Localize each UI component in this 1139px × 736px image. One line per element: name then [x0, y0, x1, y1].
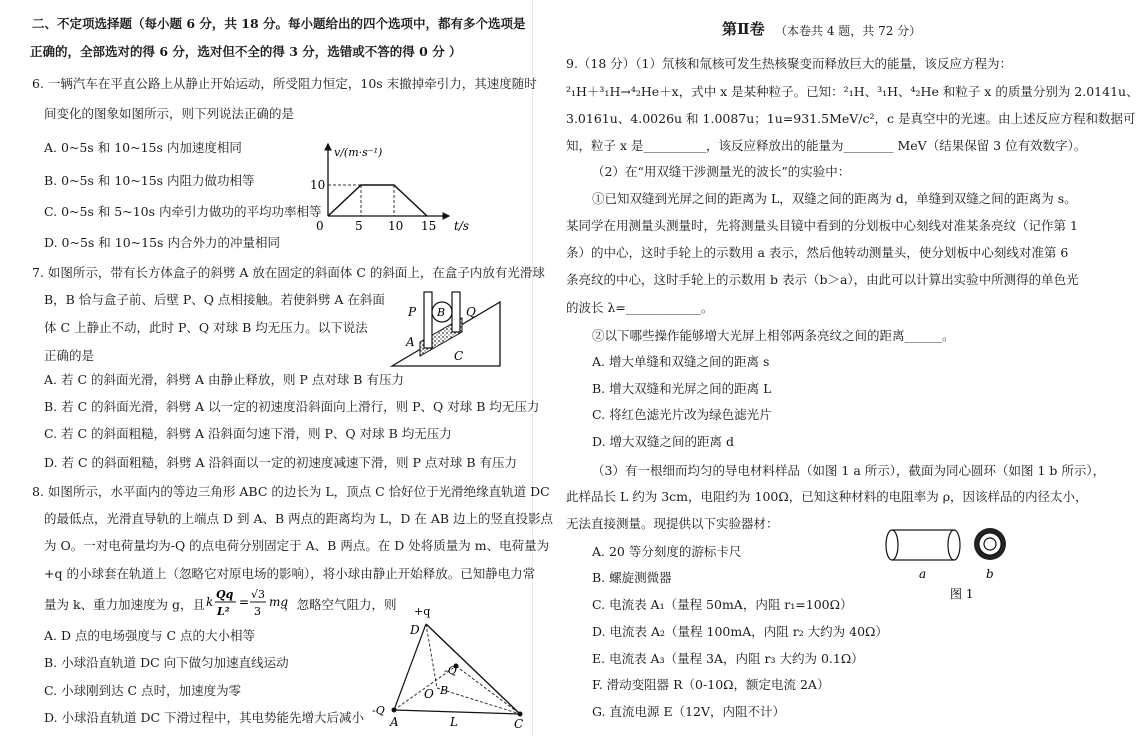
graph-x-tick-5: 5 [355, 219, 363, 233]
label-c: C [514, 717, 524, 731]
q9-line-7: 某同学在用测量头测量时，先将测量头目镜中看到的分划板中心刻线对准某条亮纹（记作第 1 [566, 218, 1078, 233]
label-o: O [424, 687, 434, 701]
svg-text:mg: mg [269, 595, 289, 609]
q8-option-d: D. 小球沿直轨道 DC 下滑过程中，其电势能先增大后减小 [44, 710, 365, 725]
q9-option-a: A. 增大单缝和双缝之间的距离 s [592, 354, 770, 369]
section-2-heading-cont: 正确的，全部选对的得 6 分，选对但不全的得 3 分，选错或不答的得 0 分 ） [30, 44, 462, 59]
graph-velocity-line [328, 185, 427, 216]
graph-x-tick-10: 10 [388, 219, 404, 233]
q9-line-10: 的波长 λ=____________。 [566, 300, 714, 315]
q7-option-c: C. 若 C 的斜面粗糙，斜劈 A 沿斜面匀速下滑，则 P、Q 对球 B 均无压力 [44, 426, 452, 441]
svg-text:k: k [206, 595, 214, 609]
box-wall-q [452, 292, 460, 332]
q7-stem-cont-3: 正确的是 [44, 348, 95, 363]
q7-option-d: D. 若 C 的斜面粗糙，斜劈 A 沿斜面以一定的初速度减速下滑，则 P 点对球 B 有压力 [44, 455, 517, 470]
svg-text:√3: √3 [251, 588, 266, 601]
label-q: Q [466, 305, 476, 319]
q8-stem-cont-3: +q 的小球套在轨道上（忽略它对原电场的影响），将小球由静止开始释放。已知静电力常 [44, 566, 536, 581]
q8-stem: 8. 如图所示，水平面内的等边三角形 ABC 的边长为 L，顶点 C 恰好位于光滑绝缘直轨道 DC [32, 484, 550, 499]
label-b: B [440, 684, 449, 697]
part-2-heading: 第Ⅱ卷 [722, 20, 765, 38]
label-c: C [454, 349, 464, 363]
label-p: P [408, 305, 417, 319]
q9-line-1: 9.（18 分）（1）氘核和氚核可发生热核聚变而释放巨大的能量，该反应方程为： [566, 56, 1013, 71]
q8-option-a: A. D 点的电场强度与 C 点的大小相等 [44, 628, 255, 643]
graph-x-tick-15: 15 [421, 219, 437, 233]
graph-y-tick-10: 10 [310, 178, 326, 192]
line-ac [394, 710, 520, 714]
rail-dc [426, 624, 520, 714]
q9-equipment-d: D. 电流表 A₂（量程 100mA，内阻 r₂ 大约为 40Ω） [592, 624, 888, 639]
q8-stem-cont-4a: 量为 k、重力加速度为 g，且 [44, 597, 206, 612]
q8-stem-cont-4b: ，忽略空气阻力，则 [284, 597, 397, 612]
q7-option-b: B. 若 C 的斜面光滑，斜劈 A 以一定的初速度沿斜面向上滑行，则 P、Q 对球 B 均无压力 [44, 399, 540, 414]
svg-text:L²: L² [217, 605, 230, 618]
q9-equipment-e: E. 电流表 A₃（量程 3A，内阻 r₃ 大约为 0.1Ω） [592, 651, 864, 666]
sample-cylinder-body [892, 530, 954, 560]
svg-text:3: 3 [254, 605, 261, 618]
q9-line-11: ②以下哪些操作能够增大光屏上相邻两条亮纹之间的距离______。 [592, 328, 955, 343]
q7-stem: 7. 如图所示，带有长方体盒子的斜劈 A 放在固定的斜面体 C 的斜面上，在盒子内放有光滑球 [32, 265, 545, 280]
q8-stem-cont-2: 为 O。一对电荷量均为-Q 的点电荷分别固定于 A、B 两点。在 D 处将质量为 m、电荷量为 [44, 538, 550, 553]
figure-1-caption: 图 1 [950, 587, 974, 601]
line-bc [456, 666, 520, 714]
label-d: D [410, 623, 420, 637]
q9-option-d: D. 增大双缝之间的距离 d [592, 434, 734, 449]
q9-line-6: ①已知双缝到光屏之间的距离为 L，双缝之间的距离为 d，单缝到双缝之间的距离为 s。 [592, 191, 1077, 206]
section-2-heading: 二、不定项选择题（每小题 6 分，共 18 分。每小题给出的四个选项中，都有多个选项是 [32, 16, 526, 31]
q9-line-13: 此样品长 L 约为 3cm，电阻约为 100Ω，已知这种材料的电阻率为 ρ，因该样品的内径太小， [566, 489, 1088, 504]
q6-option-b: B. 0~5s 和 10~15s 内阻力做功相等 [44, 173, 255, 188]
q9-line-8: 条）的中心，这时手轮上的示数用 a 表示，然后他转动测量头，使分划板中心刻线对准第 6 [566, 245, 1069, 260]
q9-equipment-g: G. 直流电源 E（12V，内阻不计） [592, 704, 786, 719]
box-wall-p [424, 292, 432, 348]
sample-cylinder-left-end [886, 530, 898, 560]
q9-equipment-b: B. 螺旋测微器 [592, 570, 672, 585]
q6-velocity-time-graph [304, 138, 479, 238]
point-c [518, 712, 523, 717]
right-page [532, 0, 1139, 736]
q9-line-12: （3）有一根细而均匀的导电材料样品（如图 1 a 所示），截面为同心圆环（如图 1 b 所示）， [592, 463, 1106, 478]
q8-option-c: C. 小球刚到达 C 点时，加速度为零 [44, 683, 242, 698]
q7-stem-cont-1: B，B 恰与盒子前、后壁 P、Q 点相接触。若使斜劈 A 在斜面 [44, 292, 385, 307]
q9-line-5: （2）在“用双缝干涉测量光的波长”的实验中： [592, 164, 851, 179]
q8-triangle-figure [372, 602, 532, 732]
graph-y-label: v/(m·s⁻¹) [334, 146, 383, 159]
svg-text:Qq: Qq [216, 588, 234, 601]
q9-equipment-c: C. 电流表 A₁（量程 50mA，内阻 r₁=100Ω） [592, 597, 853, 612]
svg-text:=: = [239, 595, 250, 609]
q6-option-d: D. 0~5s 和 10~15s 内合外力的冲量相同 [44, 235, 280, 250]
q9-option-c: C. 将红色滤光片改为绿色滤光片 [592, 407, 772, 422]
label-b: B [437, 306, 446, 319]
q7-stem-cont-2: 体 C 上静止不动，此时 P、Q 对球 B 均无压力。以下说法 [44, 320, 368, 335]
label-l: L [450, 715, 458, 729]
sample-cylinder-right-end [948, 530, 960, 560]
label-minus-q-b: -Q [444, 664, 457, 677]
q9-equipment-a: A. 20 等分刻度的游标卡尺 [592, 544, 742, 559]
q9-line-9: 条亮纹的中心，这时手轮上的示数用 b 表示（b＞a），由此可以计算出实验中所测得的单色光 [566, 272, 1079, 287]
q7-incline-box-figure [386, 284, 532, 374]
q8-option-b: B. 小球沿直轨道 DC 向下做匀加速直线运动 [44, 655, 289, 670]
part-2-heading-note: （本卷共 4 题，共 72 分） [775, 24, 922, 38]
graph-origin-label: 0 [316, 219, 324, 233]
q6-stem-cont: 间变化的图象如图所示，则下列说法正确的是 [44, 106, 295, 121]
cross-section-inner [984, 538, 996, 550]
q9-line-14: 无法直接测量。现提供以下实验器材： [566, 516, 779, 531]
left-page [0, 0, 554, 736]
q9-line-2: ²₁H＋³₁H→⁴₂He＋x，式中 x 是某种粒子。已知：²₁H、³₁H、⁴₂He 和粒子 x 的质量分别为 2.0141u、 [566, 84, 1139, 99]
line-oc [437, 688, 520, 714]
q9-line-4: 知，粒子 x 是__________，该反应释放出的能量为________ MeV（结果保留 3 位有效数字）。 [566, 138, 1087, 153]
q6-option-a: A. 0~5s 和 10~15s 内加速度相同 [44, 140, 242, 155]
label-a: A [406, 335, 415, 349]
graph-x-label: t/s [454, 219, 470, 233]
label-plus-q: +q [414, 605, 431, 618]
q8-stem-cont-1: 的最低点，光滑直导轨的上端点 D 到 A、B 两点的距离均为 L，D 在 AB 边上的竖直投影点 [44, 511, 554, 526]
point-a [392, 708, 397, 713]
fig-label-b: b [986, 567, 994, 581]
q7-option-a: A. 若 C 的斜面光滑，斜劈 A 由静止释放，则 P 点对球 B 有压力 [44, 372, 404, 387]
q9-line-3: 3.0161u、4.0026u 和 1.0087u；1u=931.5MeV/c²，c 是真空中的光速。由上述反应方程和数据可 [566, 111, 1136, 126]
label-minus-q-a: -Q [372, 704, 385, 717]
q6-option-c: C. 0~5s 和 5~10s 内牵引力做功的平均功率相等 [44, 204, 322, 219]
fig-label-a: a [919, 567, 927, 581]
label-a: A [390, 715, 399, 729]
figure-1-sample [878, 520, 1018, 605]
q9-option-b: B. 增大双缝和光屏之间的距离 L [592, 381, 772, 396]
q6-stem: 6. 一辆汽车在平直公路上从静止开始运动，所受阻力恒定，10s 末撤掉牵引力，其速度随时 [32, 76, 537, 91]
q9-equipment-f: F. 滑动变阻器 R（0-10Ω，额定电流 2A） [592, 677, 830, 692]
